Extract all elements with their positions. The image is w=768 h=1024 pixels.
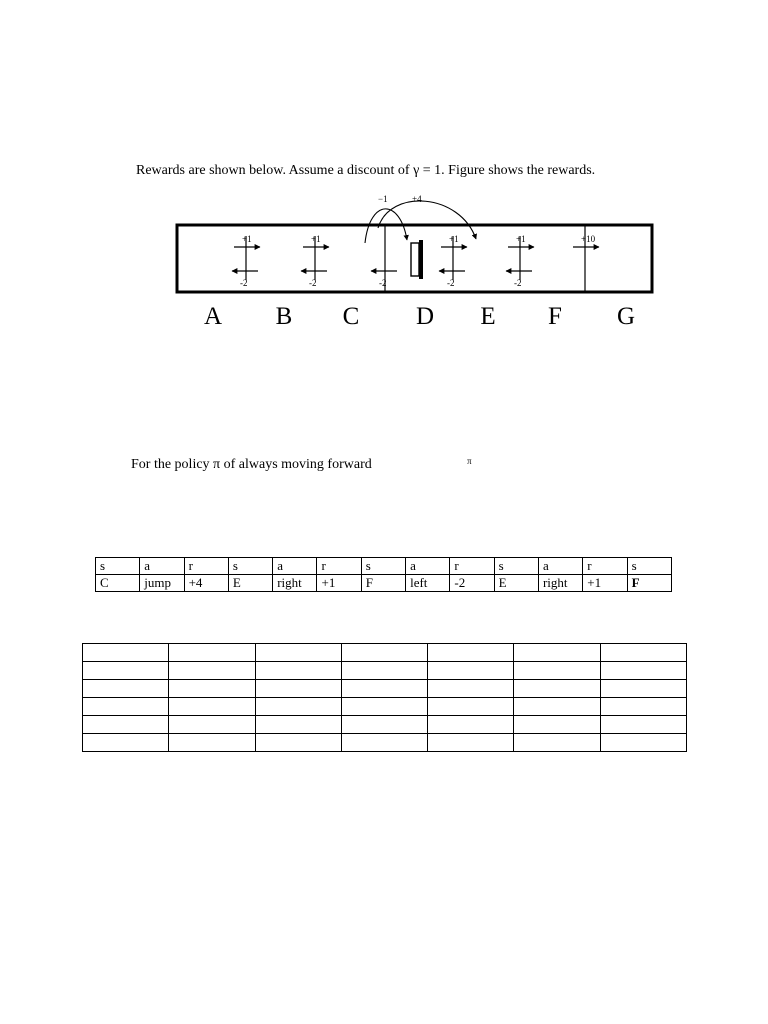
episode-header-cell: a <box>140 558 184 575</box>
wall-d <box>411 240 423 279</box>
episode-header-cell: s <box>228 558 272 575</box>
state-letter-c: C <box>342 303 360 330</box>
episode-header-cell: s <box>494 558 538 575</box>
episode-header-cell: r <box>184 558 228 575</box>
blank-row <box>83 734 687 752</box>
blank-cell[interactable] <box>600 716 686 734</box>
blank-cell[interactable] <box>169 644 255 662</box>
blank-cell[interactable] <box>514 644 600 662</box>
blank-cell[interactable] <box>255 662 341 680</box>
blank-cell[interactable] <box>169 662 255 680</box>
backward-reward-label: -2 <box>240 278 248 288</box>
blank-cell[interactable] <box>600 662 686 680</box>
episode-header-cell: a <box>406 558 450 575</box>
blank-cell[interactable] <box>341 644 427 662</box>
blank-cell[interactable] <box>255 734 341 752</box>
episode-header-cell: r <box>583 558 627 575</box>
blank-cell[interactable] <box>169 680 255 698</box>
episode-value-cell: +4 <box>184 575 228 592</box>
episode-value-cell: E <box>494 575 538 592</box>
blank-cell[interactable] <box>514 662 600 680</box>
blank-cell[interactable] <box>255 698 341 716</box>
state-cell-d <box>439 234 467 288</box>
blank-cell[interactable] <box>428 716 514 734</box>
blank-cell[interactable] <box>83 734 169 752</box>
episode-value-cell: F <box>361 575 405 592</box>
blank-cell[interactable] <box>255 644 341 662</box>
backward-reward-label: -2 <box>514 278 522 288</box>
blank-cell[interactable] <box>341 716 427 734</box>
episode-header-cell: s <box>96 558 140 575</box>
blank-row <box>83 680 687 698</box>
blank-cell[interactable] <box>169 716 255 734</box>
blank-table <box>82 643 687 752</box>
blank-cell[interactable] <box>600 644 686 662</box>
jump-arrows <box>365 194 476 243</box>
state-letter-g: G <box>616 303 636 330</box>
forward-reward-label: +10 <box>581 234 596 244</box>
blank-row <box>83 716 687 734</box>
episode-value-cell: right <box>538 575 582 592</box>
backward-reward-label: -2 <box>309 278 317 288</box>
episode-header-cell: s <box>361 558 405 575</box>
state-cell-f <box>573 226 599 291</box>
episode-value-cell: jump <box>140 575 184 592</box>
episode-table <box>95 557 672 592</box>
state-cell-b <box>301 234 329 288</box>
policy-text: For the policy π of always moving forward <box>131 457 372 472</box>
blank-cell[interactable] <box>428 680 514 698</box>
episode-value-cell: right <box>273 575 317 592</box>
blank-cell[interactable] <box>83 680 169 698</box>
blank-cell[interactable] <box>428 662 514 680</box>
blank-cell[interactable] <box>341 698 427 716</box>
state-letter-a: A <box>203 303 223 330</box>
state-letter-f: F <box>548 303 562 330</box>
intro-text: Rewards are shown below. Assume a discount of γ = 1. Figure shows the rewards. <box>136 163 596 178</box>
episode-header-cell: r <box>450 558 494 575</box>
episode-value-cell: -2 <box>450 575 494 592</box>
backward-reward-label: -2 <box>447 278 455 288</box>
blank-cell[interactable] <box>169 698 255 716</box>
episode-value-cell: +1 <box>583 575 627 592</box>
forward-reward-label: +1 <box>516 234 526 244</box>
blank-cell[interactable] <box>428 734 514 752</box>
episode-header-cell: s <box>627 558 671 575</box>
episode-value-cell: +1 <box>317 575 361 592</box>
episode-value-row <box>96 575 672 592</box>
episode-header-row <box>96 558 672 575</box>
blank-cell[interactable] <box>341 662 427 680</box>
blank-cell[interactable] <box>514 698 600 716</box>
state-letter-e: E <box>480 303 496 330</box>
blank-cell[interactable] <box>255 716 341 734</box>
blank-cell[interactable] <box>600 680 686 698</box>
blank-cell[interactable] <box>341 680 427 698</box>
blank-row <box>83 644 687 662</box>
blank-cell[interactable] <box>83 662 169 680</box>
state-cell-c <box>371 226 397 291</box>
episode-value-cell: E <box>228 575 272 592</box>
blank-cell[interactable] <box>514 716 600 734</box>
blank-cell[interactable] <box>83 716 169 734</box>
blank-cell[interactable] <box>428 698 514 716</box>
episode-value-cell: F <box>627 575 671 592</box>
blank-cell[interactable] <box>341 734 427 752</box>
blank-cell[interactable] <box>514 734 600 752</box>
episode-header-cell: r <box>317 558 361 575</box>
backward-reward-label: -2 <box>379 278 387 288</box>
blank-cell[interactable] <box>600 734 686 752</box>
rewards-figure <box>160 188 660 333</box>
blank-cell[interactable] <box>428 644 514 662</box>
state-letter-d: D <box>415 303 435 330</box>
jump-forward-reward: +4 <box>412 194 422 204</box>
episode-header-cell: a <box>273 558 317 575</box>
blank-row <box>83 662 687 680</box>
blank-cell[interactable] <box>514 680 600 698</box>
forward-reward-label: +1 <box>449 234 459 244</box>
blank-cell[interactable] <box>83 698 169 716</box>
forward-reward-label: +1 <box>242 234 252 244</box>
episode-value-cell: left <box>406 575 450 592</box>
blank-cell[interactable] <box>83 644 169 662</box>
state-letter-b: B <box>275 303 293 330</box>
jump-back-reward: −1 <box>378 194 388 204</box>
state-cell-e <box>506 234 534 288</box>
state-cell-a <box>232 234 260 288</box>
blank-row <box>83 698 687 716</box>
pi-symbol: π <box>467 456 472 466</box>
episode-value-cell: C <box>96 575 140 592</box>
forward-reward-label: +1 <box>311 234 321 244</box>
blank-cell[interactable] <box>600 698 686 716</box>
episode-header-cell: a <box>538 558 582 575</box>
blank-cell[interactable] <box>169 734 255 752</box>
blank-cell[interactable] <box>255 680 341 698</box>
